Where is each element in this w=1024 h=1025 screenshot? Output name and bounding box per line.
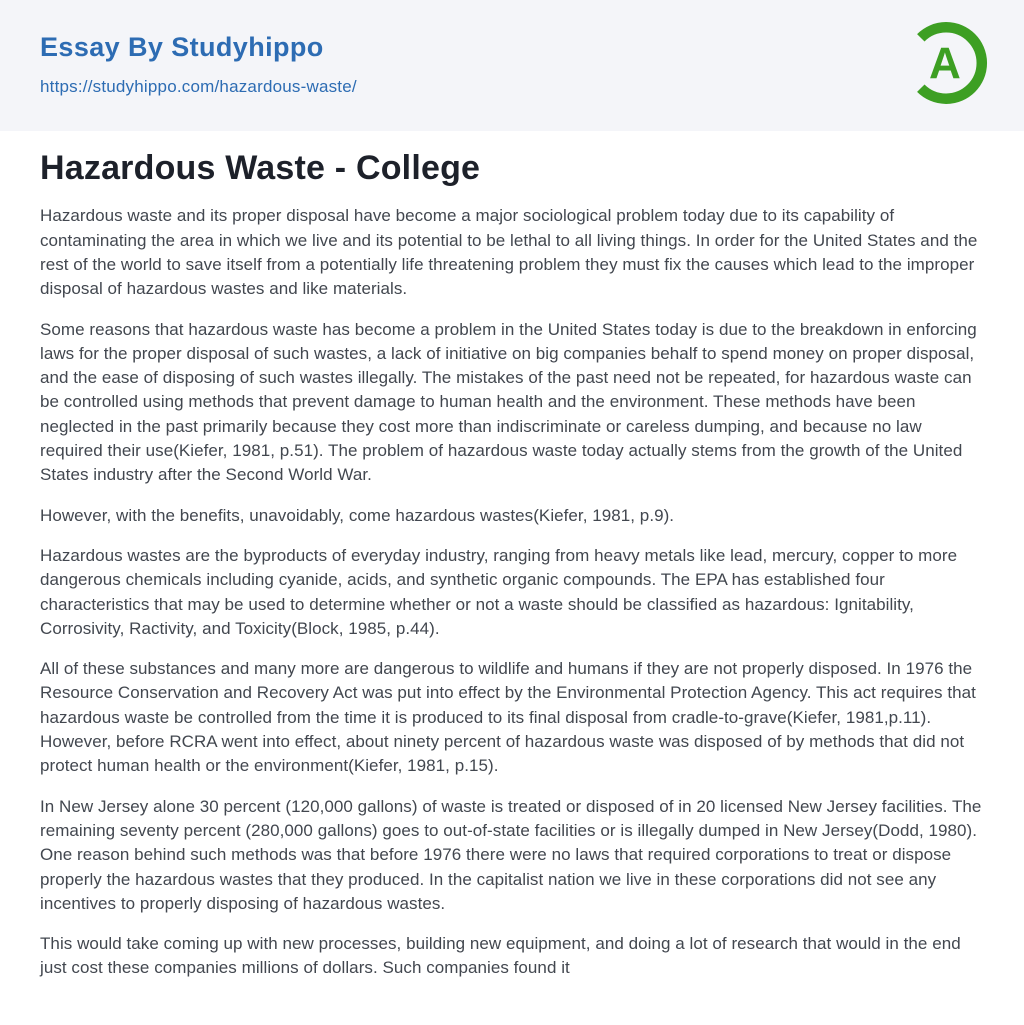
paragraph: However, with the benefits, unavoidably, come hazardous wastes(Kiefer, 1981, p.9). — [40, 505, 675, 525]
paragraph: Hazardous wastes are the byproducts of everyday industry, ranging from heavy metals like lead, mercury, copper to more dangerous chemicals including cyanide, acids, and synthetic organic compounds. The EPA has established four characteristics that may be used to determine whether or not a waste should be classified as hazardous: Ignitability, Corrosivity, Ractivity, and Toxicity(Block, 1985, p.44). — [40, 545, 958, 638]
paragraph: Some reasons that hazardous waste has become a problem in the United States today is due to the breakdown in enforcing laws for the proper disposal of such wastes, a lack of initiative on big companies behalf to spend money on proper disposal, and the ease of disposing of such wastes illegally. The mistakes of the past need not be repeated, for hazardous waste can be controlled using methods that prevent damage to human health and the environment. These methods have been neglected in the past primarily because they cost more than indiscriminate or careless dumping, and because no law required their use(Kiefer, 1981, p.51). The problem of hazardous waste today actually stems from the growth of the United States industry after the Second World War. — [40, 319, 977, 485]
article — [0, 131, 1024, 981]
studyhippo-logo — [904, 21, 988, 105]
paragraph: In New Jersey alone 30 percent (120,000 gallons) of waste is treated or disposed of in 20 licensed New Jersey facilities. The remaining seventy percent (280,000 gallons) goes to out-of-state facilities or is illegally dumped in New Jersey(Dodd, 1980). One reason behind such methods was that before 1976 there were no laws that required corporations to treat or dispose properly the hazardous wastes that they produced. In the capitalist nation we live in these corporations did not see any incentives to properly disposing of hazardous wastes. — [40, 796, 982, 913]
article-body — [40, 204, 984, 980]
page-header — [0, 0, 1024, 131]
paragraph: This would take coming up with new processes, building new equipment, and doing a lot of research that would in the end just cost these companies millions of dollars. Such companies found it — [40, 934, 961, 978]
brand-title: Essay By Studyhippo — [40, 32, 324, 62]
logo-letter: A — [929, 39, 961, 89]
article-title: Hazardous Waste - College — [40, 149, 481, 187]
paragraph: Hazardous waste and its proper disposal have become a major sociological problem today due to its capability of contaminating the area in which we live and its potential to be lethal to all living things. In order for the United States and the rest of the world to save itself from a potentially life threatening problem they must fix the causes which lead to the improper disposal of hazardous wastes and like materials. — [40, 206, 978, 299]
paragraph: All of these substances and many more are dangerous to wildlife and humans if they are not properly disposed. In 1976 the Resource Conservation and Recovery Act was put into effect by the Environmental Protection Agency. This act requires that hazardous waste be controlled from the time it is produced to its final disposal from cradle-to-grave(Kiefer, 1981,p.11). However, before RCRA went into effect, about ninety percent of hazardous waste was disposed of by methods that did not protect human health or the environment(Kiefer, 1981, p.15). — [40, 659, 976, 776]
source-url-link[interactable]: https://studyhippo.com/hazardous-waste/ — [40, 76, 357, 96]
